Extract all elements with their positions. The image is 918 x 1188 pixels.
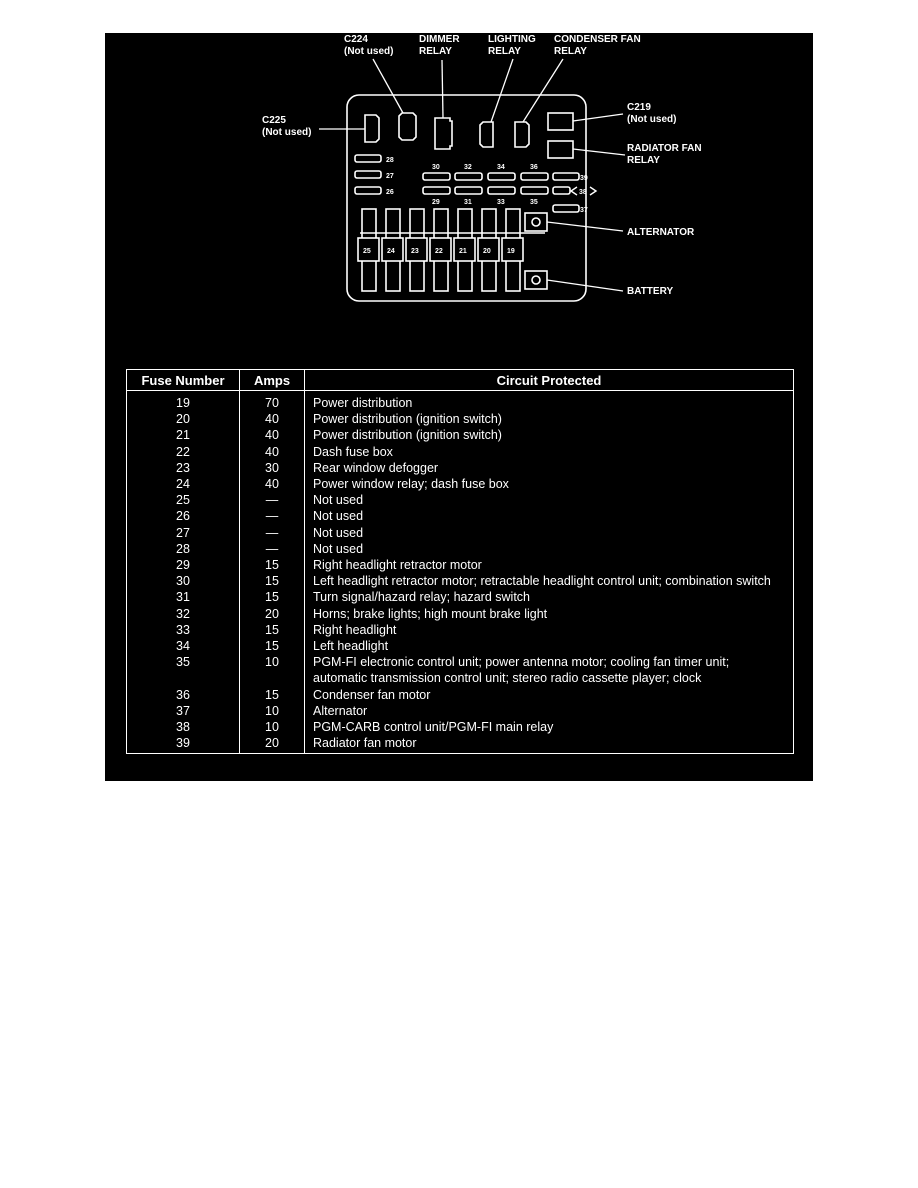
circuit-cell: Not used (305, 492, 794, 508)
fuse-label: 27 (386, 173, 394, 180)
fuse-label: 38 (579, 189, 587, 196)
circuit-cell: Power distribution (305, 391, 794, 412)
fuse-number-cell: 26 (127, 508, 240, 524)
table-row (127, 573, 794, 589)
table-row (127, 444, 794, 460)
label-battery: BATTERY (627, 286, 674, 297)
circuit-cell: Left headlight (305, 638, 794, 654)
table-row (127, 735, 794, 754)
fuse-34 (488, 173, 515, 180)
header-circuit-protected: Circuit Protected (305, 370, 794, 391)
radiator-fan-relay-socket (548, 141, 573, 158)
label-lighting-relay: LIGHTING RELAY (488, 34, 536, 57)
table-row (127, 622, 794, 638)
fuse-number-cell: 35 (127, 654, 240, 686)
fuse-32 (455, 173, 482, 180)
fuse-box-diagram (105, 33, 813, 363)
amps-cell: 20 (240, 735, 305, 754)
fuse-26 (355, 187, 381, 194)
fuse-label: 36 (530, 164, 538, 171)
fuse-28 (355, 155, 381, 162)
amps-cell: 15 (240, 638, 305, 654)
alternator-terminal (525, 213, 547, 231)
fuse-table (126, 369, 794, 754)
fuse-label: 37 (580, 207, 588, 214)
dimmer-relay-socket (435, 118, 452, 149)
circuit-cell: Right headlight (305, 622, 794, 638)
circuit-cell: Not used (305, 541, 794, 557)
c219-connector (548, 113, 573, 130)
amps-cell: 40 (240, 411, 305, 427)
circuit-cell: Condenser fan motor (305, 687, 794, 703)
table-row (127, 508, 794, 524)
fuse-label: 20 (483, 248, 491, 255)
fuse-number-cell: 21 (127, 427, 240, 443)
table-row (127, 606, 794, 622)
amps-cell: 30 (240, 460, 305, 476)
fuse-38 (553, 187, 570, 194)
label-dimmer-relay: DIMMER RELAY (419, 34, 460, 57)
amps-cell: 15 (240, 557, 305, 573)
fuse-box-outline (347, 95, 586, 301)
circuit-cell: Right headlight retractor motor (305, 557, 794, 573)
fuse-label: 23 (411, 248, 419, 255)
fuse-36 (521, 173, 548, 180)
fuse-number-cell: 36 (127, 687, 240, 703)
battery-terminal (525, 271, 547, 289)
condenser-fan-relay-socket (515, 122, 529, 147)
circuit-cell: Left headlight retractor motor; retractable headlight control unit; combination switch (305, 573, 794, 589)
amps-cell: 40 (240, 427, 305, 443)
fuse-label: 21 (459, 248, 467, 255)
fuse-label: 19 (507, 248, 515, 255)
fuse-number-cell: 28 (127, 541, 240, 557)
c224-connector (399, 113, 416, 140)
fuse-number-cell: 20 (127, 411, 240, 427)
circuit-cell: Not used (305, 525, 794, 541)
circuit-cell: Rear window defogger (305, 460, 794, 476)
fuse-label: 39 (580, 175, 588, 182)
fuse-number-cell: 39 (127, 735, 240, 754)
amps-cell: 20 (240, 606, 305, 622)
header-fuse-number: Fuse Number (127, 370, 240, 391)
fuse-27 (355, 171, 381, 178)
fuse-number-cell: 32 (127, 606, 240, 622)
circuit-cell: Radiator fan motor (305, 735, 794, 754)
table-row (127, 492, 794, 508)
fuse-31 (455, 187, 482, 194)
diagram-panel (105, 33, 813, 781)
amps-cell: — (240, 525, 305, 541)
table-row (127, 557, 794, 573)
amps-cell: 40 (240, 476, 305, 492)
fuse-number-cell: 34 (127, 638, 240, 654)
label-alternator: ALTERNATOR (627, 227, 695, 238)
circuit-cell: PGM-CARB control unit/PGM-FI main relay (305, 719, 794, 735)
fuse-29 (423, 187, 450, 194)
c225-connector (365, 115, 379, 142)
fuse-number-cell: 23 (127, 460, 240, 476)
fuse-label: 25 (363, 248, 371, 255)
table-row (127, 541, 794, 557)
amps-cell: — (240, 541, 305, 557)
amps-cell: 15 (240, 622, 305, 638)
circuit-cell: Power window relay; dash fuse box (305, 476, 794, 492)
fuse-label: 35 (530, 199, 538, 206)
fuse-label: 34 (497, 164, 505, 171)
table-header-row (127, 370, 794, 391)
circuit-cell: Horns; brake lights; high mount brake light (305, 606, 794, 622)
amps-cell: 15 (240, 589, 305, 605)
table-row (127, 411, 794, 427)
fuse-33 (488, 187, 515, 194)
label-condenser-fan-relay: CONDENSER FAN RELAY (554, 34, 641, 57)
table-body (127, 391, 794, 754)
fuse-number-cell: 22 (127, 444, 240, 460)
lighting-relay-socket (480, 122, 493, 147)
fuse-35 (521, 187, 548, 194)
table-row (127, 525, 794, 541)
fuse-number-cell: 33 (127, 622, 240, 638)
amps-cell: 15 (240, 687, 305, 703)
circuit-cell: Not used (305, 508, 794, 524)
amps-cell: 10 (240, 719, 305, 735)
circuit-cell: PGM-FI electronic control unit; power antenna motor; cooling fan timer unit; automatic transmission control unit; stereo radio cassette player; clock (305, 654, 794, 686)
table-row (127, 687, 794, 703)
fuse-label: 28 (386, 157, 394, 164)
table-row (127, 719, 794, 735)
fuse-label: 26 (386, 189, 394, 196)
circuit-cell: Alternator (305, 703, 794, 719)
fuse-number-cell: 30 (127, 573, 240, 589)
fuse-number-cell: 31 (127, 589, 240, 605)
table-row (127, 638, 794, 654)
fuse-number-cell: 37 (127, 703, 240, 719)
circuit-cell: Turn signal/hazard relay; hazard switch (305, 589, 794, 605)
table-row (127, 391, 794, 412)
amps-cell: 10 (240, 703, 305, 719)
amps-cell: 15 (240, 573, 305, 589)
label-c219: C219 (Not used) (627, 102, 677, 125)
fuse-label: 29 (432, 199, 440, 206)
circuit-cell: Power distribution (ignition switch) (305, 411, 794, 427)
circuit-cell: Dash fuse box (305, 444, 794, 460)
amps-cell: 40 (240, 444, 305, 460)
fuse-number-cell: 38 (127, 719, 240, 735)
fuse-label: 30 (432, 164, 440, 171)
fuse-number-cell: 19 (127, 391, 240, 412)
fuse-number-cell: 24 (127, 476, 240, 492)
amps-cell: 70 (240, 391, 305, 412)
fuse-number-cell: 29 (127, 557, 240, 573)
amps-cell: — (240, 492, 305, 508)
fuse-label: 24 (387, 248, 395, 255)
fuse-label: 22 (435, 248, 443, 255)
fuse-label: 32 (464, 164, 472, 171)
table-row (127, 460, 794, 476)
table-row (127, 427, 794, 443)
amps-cell: 10 (240, 654, 305, 686)
fuse-30 (423, 173, 450, 180)
table-row (127, 703, 794, 719)
circuit-cell: Power distribution (ignition switch) (305, 427, 794, 443)
fuse-39 (553, 173, 579, 180)
fuse-label: 33 (497, 199, 505, 206)
label-c225: C225 (Not used) (262, 115, 312, 138)
table-row (127, 476, 794, 492)
header-amps: Amps (240, 370, 305, 391)
table-row (127, 654, 794, 686)
fuse-37 (553, 205, 579, 212)
amps-cell: — (240, 508, 305, 524)
label-c224: C224 (Not used) (344, 34, 394, 57)
table-row (127, 589, 794, 605)
fuse-label: 31 (464, 199, 472, 206)
fuse-number-cell: 25 (127, 492, 240, 508)
fuse-number-cell: 27 (127, 525, 240, 541)
label-radiator-fan-relay: RADIATOR FAN RELAY (627, 143, 702, 166)
